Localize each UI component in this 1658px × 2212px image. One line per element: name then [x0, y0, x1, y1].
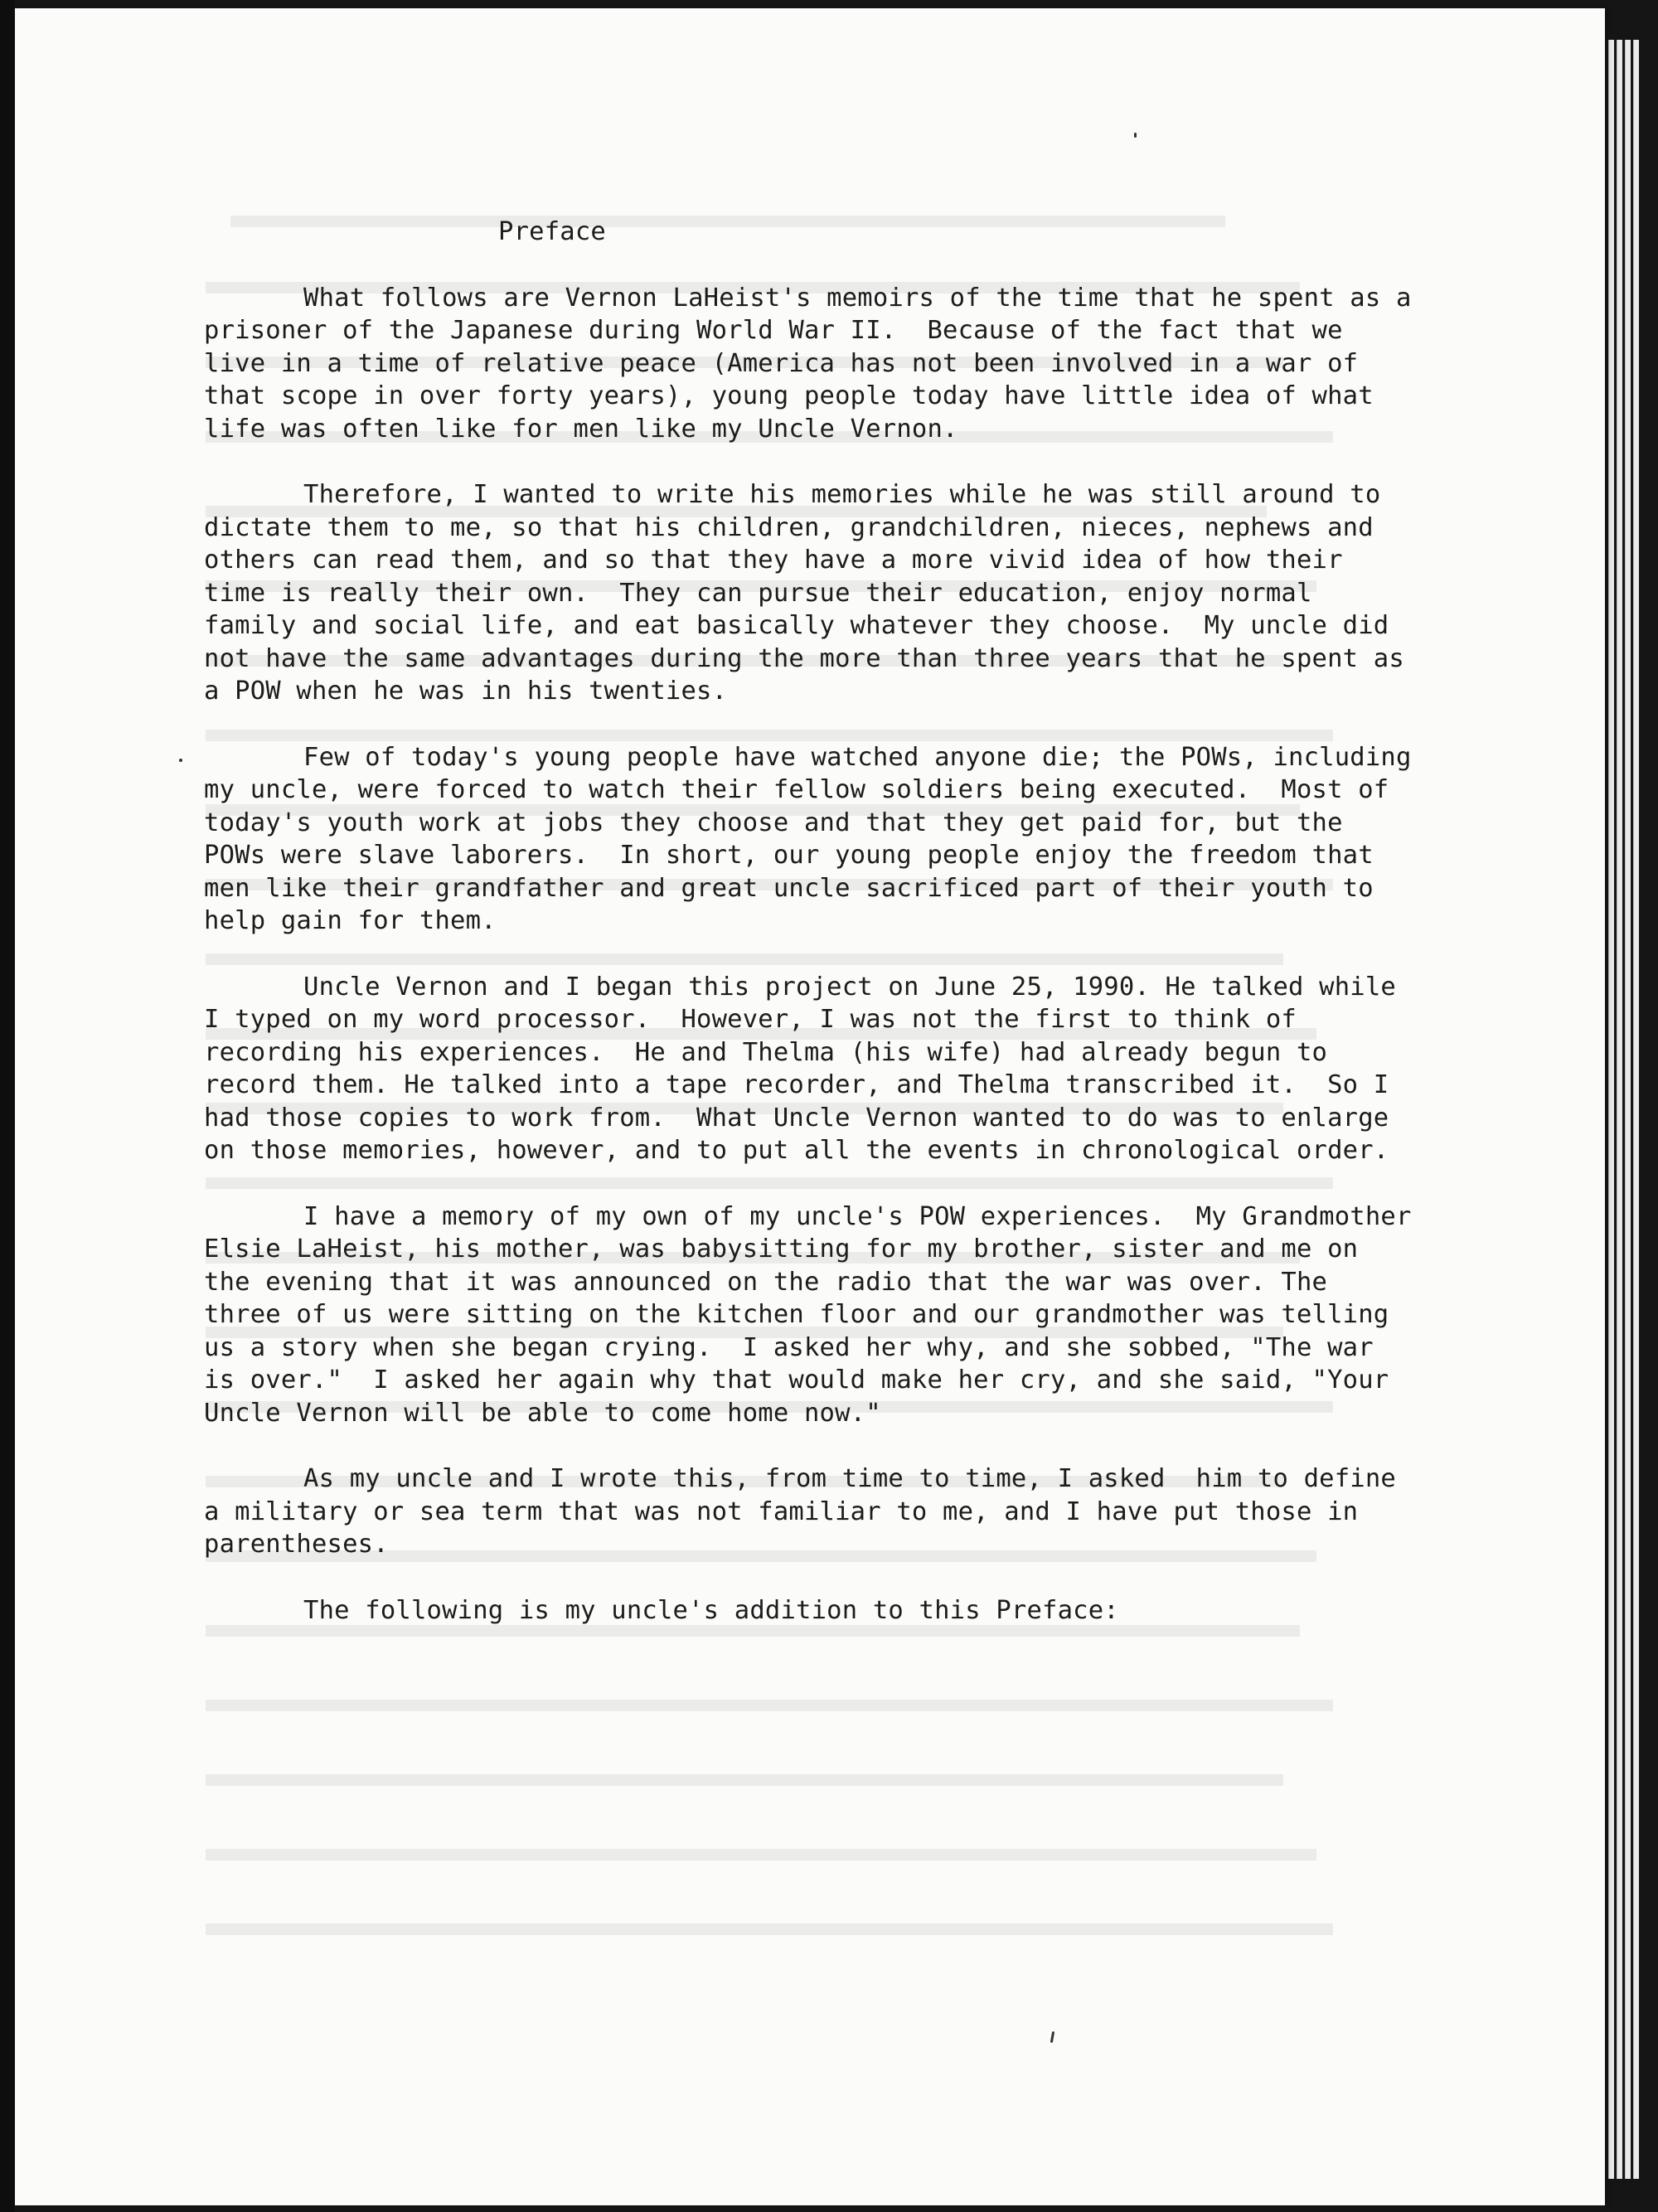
- page-stack-edge: [1617, 40, 1622, 2179]
- paragraph: Therefore, I wanted to write his memories while he was still around to dictate them to me, so that his children, grandchildren, nieces, nephews and others can read them, and so that they have a more vivid idea of how their time is really their own. They can pursue their education, enjoy normal family and social life, and eat basically whatever they choose. My uncle did not have the same advantages during the more than three years that he spent as a POW when he was in his twenties.: [204, 480, 1420, 706]
- page-stack-edge: [1608, 40, 1614, 2179]
- paragraph: What follows are Vernon LaHeist's memoirs of the time that he spent as a prisoner of the Japanese during World War II. Because of the fact that we live in a time of relative peace (America has not been involved in a war of that scope in over forty years), young people today have little idea of what life was often like for men like my Uncle Vernon.: [204, 283, 1428, 444]
- paragraph: Uncle Vernon and I began this project on June 25, 1990. He talked while I typed on my word processor. However, I was not the first to think of recording his experiences. He and Thelma (his wife) had already begun to record them. He talked into a tape recorder, and Thelma transcribed it. So I had those copies to work from. What Uncle Vernon wanted to do was to enlarge on those memories, however, and to put all the events in chronological order.: [204, 972, 1412, 1165]
- page-stack-edge: [1625, 40, 1631, 2179]
- paragraph: Few of today's young people have watched anyone die; the POWs, including my uncle, were forced to watch their fellow soldiers being executed. Most of today's youth work at jobs they choose and that they get paid for, but the POWs were slave laborers. In short, our young people enjoy the freedom that men like their grandfather and great uncle sacrificed part of their youth to help gain for them.: [204, 742, 1428, 935]
- paragraph: The following is my uncle's addition to this Preface:: [303, 1595, 1119, 1625]
- stray-mark: [1134, 133, 1137, 138]
- paragraph: As my uncle and I wrote this, from time to time, I asked him to define a military or sea term that was not familiar to me, and I have put those in parentheses.: [204, 1464, 1412, 1559]
- stray-mark: [179, 759, 182, 762]
- page-stack-edge: [1633, 40, 1639, 2179]
- document-page: [15, 8, 1605, 2205]
- document-body: [204, 216, 1428, 1660]
- paragraph: I have a memory of my own of my uncle's POW experiences. My Grandmother Elsie LaHeist, his mother, was babysitting for my brother, sister and me on the evening that it was announced on the radio that the war was over. The three of us were sitting on the kitchen floor and our grandmother was telling us a story when she began crying. I asked her why, and she sobbed, "The war is over." I asked her again why that would make her cry, and she said, "Your Uncle Vernon will be able to come home now.": [204, 1201, 1428, 1428]
- document-title: Preface: [498, 217, 606, 246]
- binding-edge: [0, 0, 15, 2212]
- stray-mark: [1050, 2031, 1054, 2043]
